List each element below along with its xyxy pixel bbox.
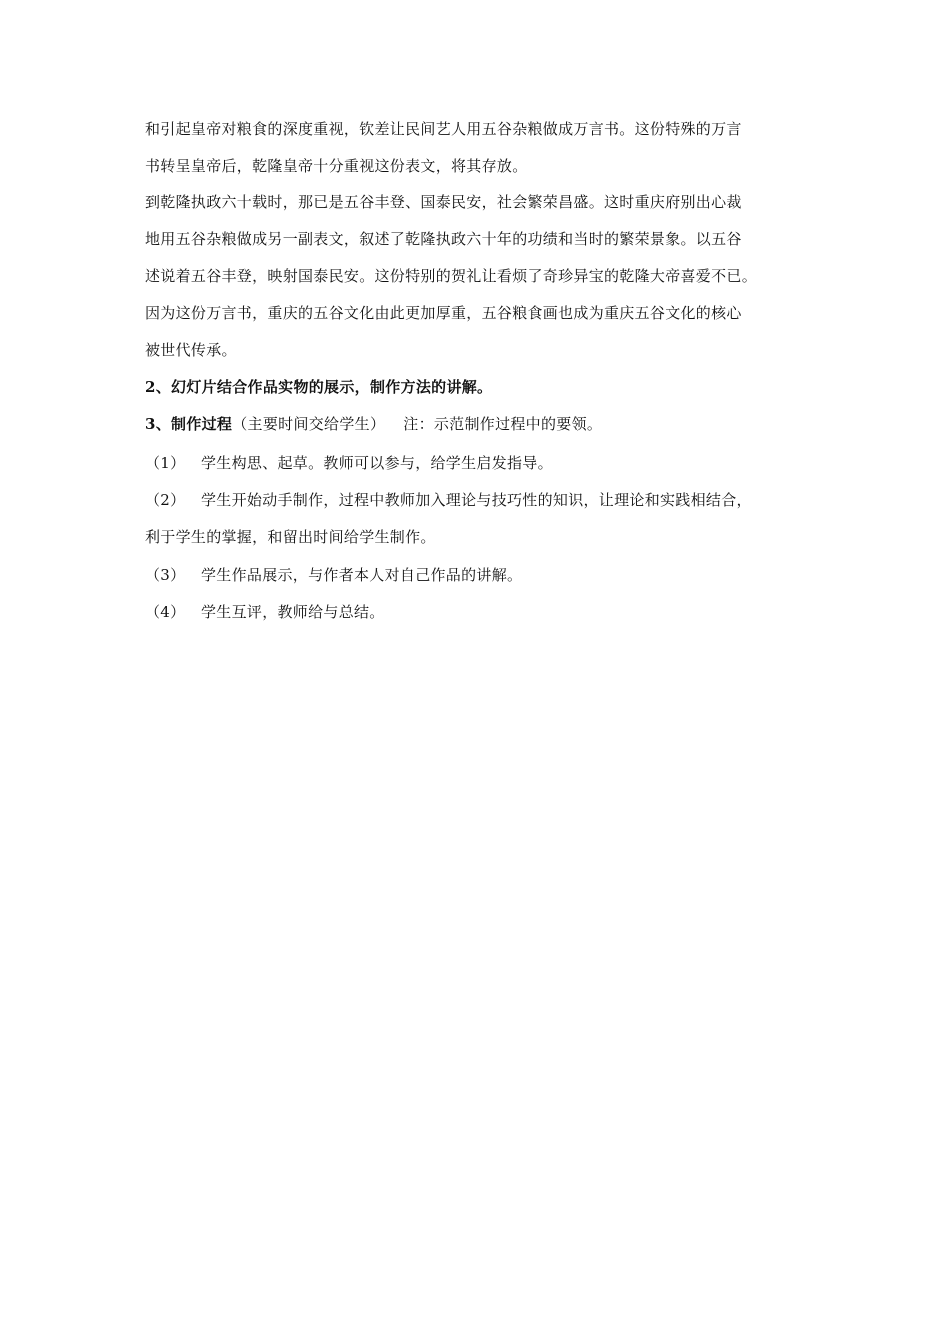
paragraph-line: 因为这份万言书，重庆的五谷文化由此更加厚重，五谷粮食画也成为重庆五谷文化的核心 [145, 304, 742, 322]
step-continuation: 利于学生的掌握，和留出时间给学生制作。 [145, 528, 436, 546]
step-number: （2） [145, 491, 186, 509]
step-item [145, 602, 385, 622]
section-2-heading: 2、幻灯片结合作品实物的展示，制作方法的讲解。 [145, 378, 493, 396]
step-text: 学生作品展示，与作者本人对自己作品的讲解。 [201, 566, 523, 584]
paragraph-line: 到乾隆执政六十载时，那已是五谷丰登、国泰民安，社会繁荣昌盛。这时重庆府别出心裁 [145, 193, 742, 211]
step-text: 学生互评，教师给与总结。 [201, 603, 385, 621]
paragraph-line: 述说着五谷丰登，映射国泰民安。这份特别的贺礼让看烦了奇珍异宝的乾隆大帝喜爱不已。 [145, 267, 758, 285]
step-text: 学生构思、起草。教师可以参与，给学生启发指导。 [201, 454, 553, 472]
section-3-heading: 3、制作过程 [145, 415, 233, 433]
step-item [145, 565, 522, 585]
step-item [145, 453, 553, 473]
step-number: （4） [145, 603, 186, 621]
step-number: （3） [145, 566, 186, 584]
step-number: （1） [145, 454, 186, 472]
paragraph-line: 书转呈皇帝后，乾隆皇帝十分重视这份表文，将其存放。 [145, 157, 528, 175]
paragraph-line: 和引起皇帝对粮食的深度重视，钦差让民间艺人用五谷杂粮做成万言书。这份特殊的万言 [145, 120, 742, 138]
section-3-note: 注：示范制作过程中的要领。 [403, 415, 603, 433]
section-3-paren: （主要时间交给学生） [232, 415, 386, 433]
paragraph-line: 被世代传承。 [145, 341, 237, 359]
paragraph-line: 地用五谷杂粮做成另一副表文，叙述了乾隆执政六十年的功绩和当时的繁荣景象。以五谷 [145, 230, 742, 248]
section-3-heading-line [145, 414, 602, 434]
step-text: 学生开始动手制作，过程中教师加入理论与技巧性的知识，让理论和实践相结合， [201, 491, 752, 509]
step-item [145, 490, 752, 510]
